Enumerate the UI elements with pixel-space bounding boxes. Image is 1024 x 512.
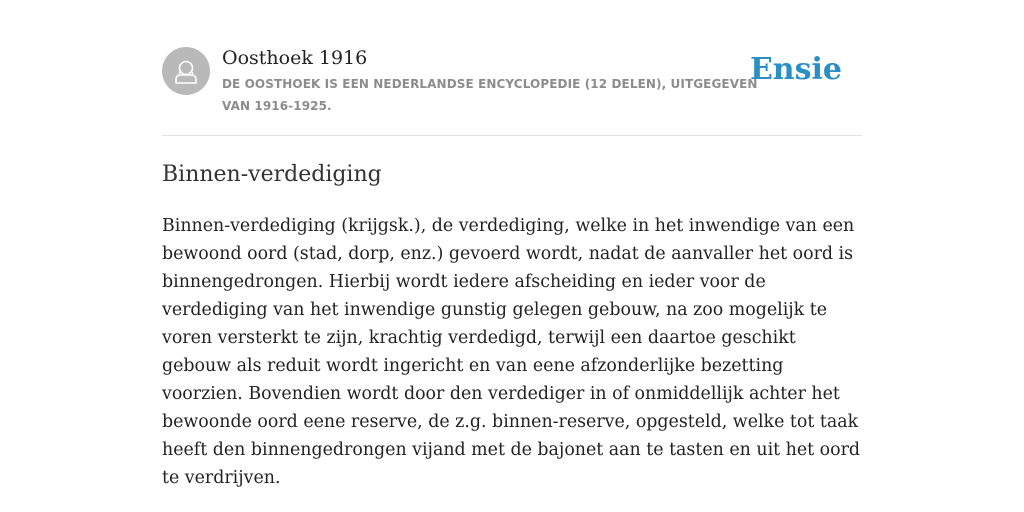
user-avatar-icon[interactable] xyxy=(162,47,210,95)
header-divider xyxy=(162,135,862,136)
ensie-logo[interactable]: Ensie xyxy=(749,52,842,87)
entry-title: Binnen-verdediging xyxy=(162,162,382,187)
entry-body: Binnen-verdediging (krijgsk.), de verdediging, welke in het inwendige van een bewoond oord (stad, dorp, enz.) gevoerd wordt, nadat de aanvaller het oord is binnengedrongen. Hierbij wordt iedere afscheiding en ieder voor de verdediging van het inwendige gunstig gelegen gebouw, na zoo mogelijk te voren versterkt te zijn, krachtig verdedigd, terwijl een daartoe geschikt gebouw als reduit wordt ingericht en van eene afzonderlijke bezetting voorzien. Bovendien wordt door den verdediger in of onmiddellijk achter het bewoonde oord eene reserve, de z.g. binnen-reserve, opgesteld, welke tot taak heeft den binnengedrongen vijand met de bajonet aan te tasten en uit het oord te verdrijven. xyxy=(162,216,861,488)
source-name[interactable]: Oosthoek 1916 xyxy=(222,47,368,69)
source-description: DE OOSTHOEK IS EEN NEDERLANDSE ENCYCLOPEDIE (12 DELEN), UITGEGEVEN VAN 1916-1925. xyxy=(222,77,758,113)
source-header xyxy=(162,44,862,124)
